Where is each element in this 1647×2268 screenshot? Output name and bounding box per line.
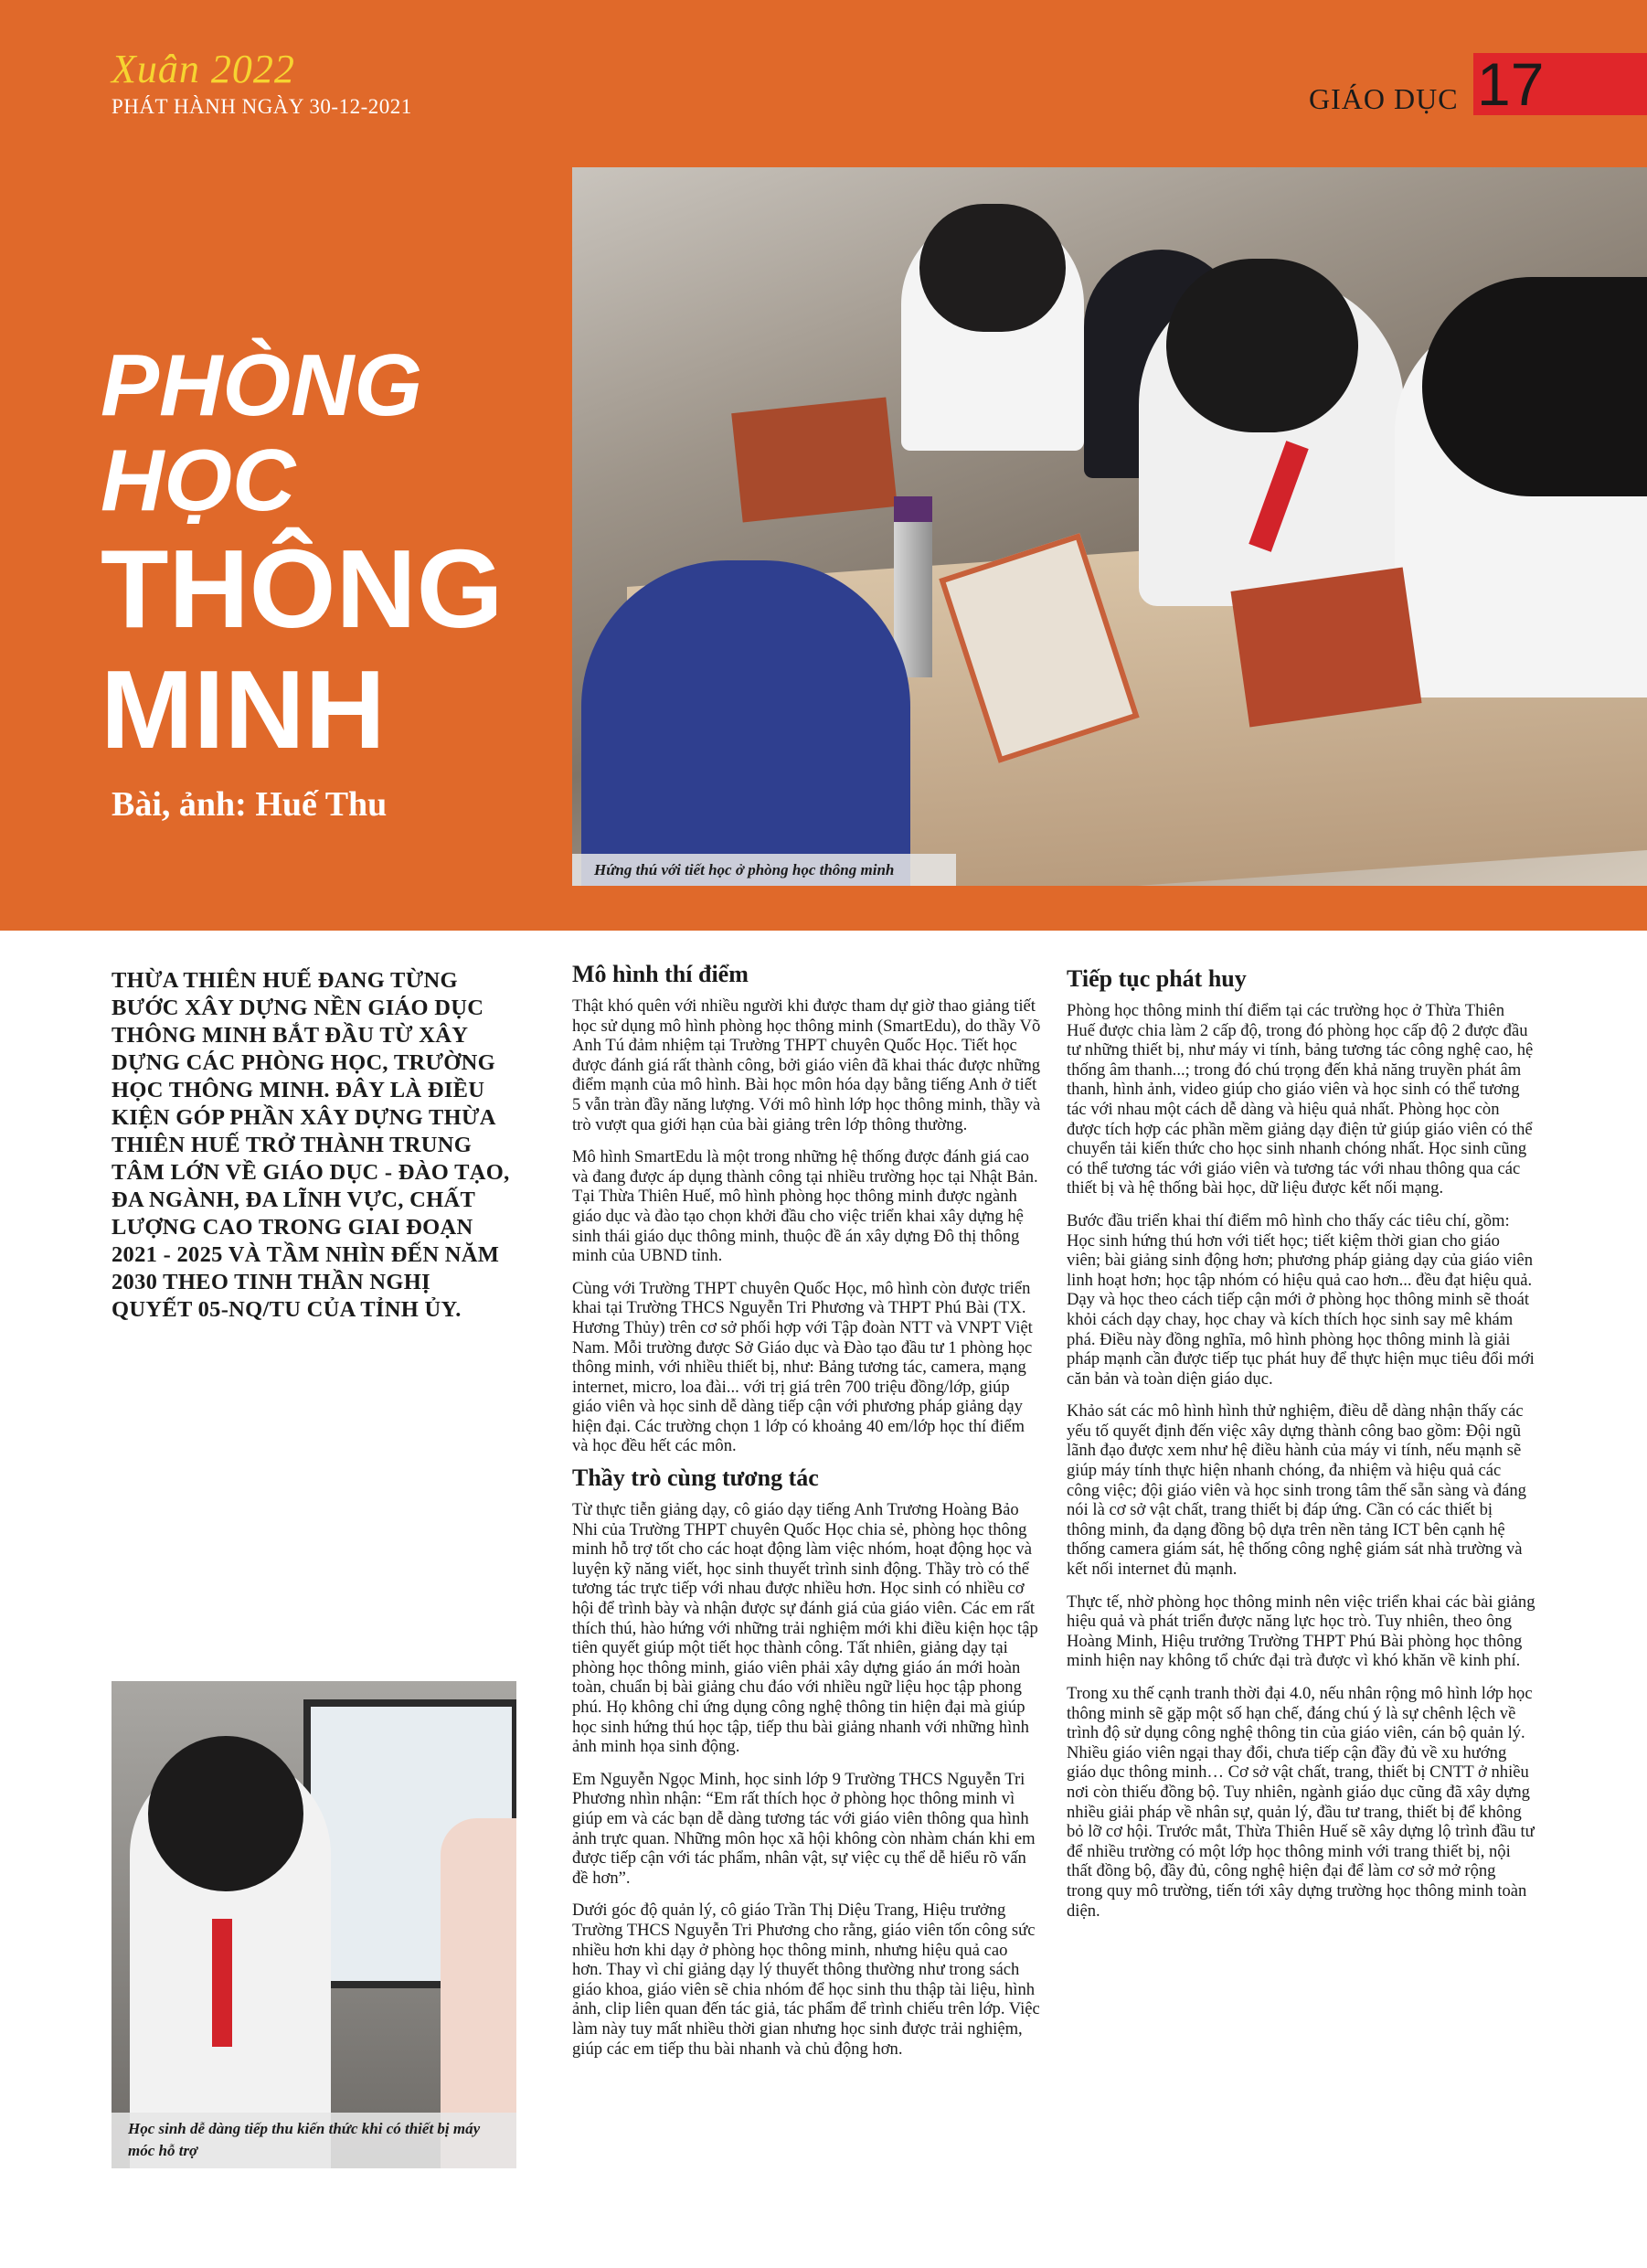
article-paragraph: Từ thực tiễn giảng dạy, cô giáo dạy tiếng Anh Trương Hoàng Bảo Nhi của Trường THPT chuyên Quốc Học chia sẻ, phòng học thông minh hỗ trợ tốt cho các hoạt động làm việc nhóm, hoạt động học và luyện kỹ năng viết, học sinh thuyết trình sinh động. Thầy trò có thể tương tác trực tiếp với nhau được nhiều hơn. Học sinh có nhiều cơ hội để trình bày và nhận được sự đánh giá của giáo viên. Các em rất thích thú, hào hứng với những trải nghiệm mới khi điều kiện học tập tiên quyết giúp một tiết học thành công. Tất nhiên, giảng dạy tại phòng học thông minh, giáo viên phải xây dựng giáo án mới hoàn toàn, chuẩn bị bài giảng chu đáo với nhiều ngữ liệu học tập phong phú. Họ không chỉ ứng dụng công nghệ thông tin hiện đại mà giúp học sinh hứng thú học tập, tiếp thu bài giảng nhanh với những hình ảnh minh họa sinh động. xyxy=(572,1500,1038,1757)
article-paragraph: Cùng với Trường THPT chuyên Quốc Học, mô hình còn được triển khai tại Trường THCS Nguyễn Tri Phương và THPT Phú Bài (TX. Hương Thủy) trên cơ sở phối hợp với Tập đoàn NTT và VNPT Việt Nam. Mỗi trường được Sở Giáo dục và Đào tạo đầu tư 1 phòng học thông minh, với nhiều thiết bị, như: Bảng tương tác, camera, mạng internet, micro, loa đài... với trị giá trên 700 triệu đồng/lớp, giúp giáo viên và học sinh dễ dàng tiếp cận với phương pháp giảng dạy hiện đại. Các trường chọn 1 lớp có khoảng 40 em/lớp học thí điểm và học đều hết các môn. xyxy=(572,1278,1033,1456)
photo-red-scarf xyxy=(212,1919,232,2047)
release-date: PHÁT HÀNH NGÀY 30-12-2021 xyxy=(112,95,412,118)
page-number: 17 xyxy=(1473,53,1647,115)
byline: Bài, ảnh: Huế Thu xyxy=(112,785,388,824)
photo-student-hair xyxy=(1422,277,1647,496)
article-column-2 xyxy=(1067,964,1535,1933)
issue-label: Xuân 2022 xyxy=(112,47,295,91)
main-photo-caption: Hứng thú với tiết học ở phòng học thông minh xyxy=(572,854,956,886)
photo-student-hair xyxy=(919,204,1066,332)
article-paragraph: Thật khó quên với nhiều người khi được tham dự giờ thao giảng tiết học sử dụng mô hình phòng học thông minh (SmartEdu), do thầy Võ Anh Tú đảm nhiệm tại Trường THPT chuyên Quốc Học. Tiết học được đánh giá rất thành công, bởi giáo viên đã khai thác được những điểm mạnh của mô hình. Bài học môn hóa dạy bằng tiếng Anh ở tiết 5 vẫn tràn đầy năng lượng. Với mô hình lớp học thông minh, thầy và trò vượt qua giới hạn của bài giảng trên lớp thông thường. xyxy=(572,996,1041,1134)
section-heading: Thầy trò cùng tương tác xyxy=(572,1464,819,1492)
section-heading: Tiếp tục phát huy xyxy=(1067,965,1247,992)
article-paragraph: Bước đầu triển khai thí điểm mô hình cho thấy các tiêu chí, gồm: Học sinh hứng thú hơn với tiết học; tiết kiệm thời gian cho giáo viên; bài giảng sinh động hơn; phương pháp giảng dạy của giáo viên linh hoạt hơn; học tập nhóm có hiệu quả cao hơn... đều đạt hiệu quả. Dạy và học theo cách tiếp cận mới ở phòng học thông minh sẽ thoát khỏi cách dạy chay, học chay và kích thích học sinh say mê khám phá. Điều này đồng nghĩa, mô hình phòng học thông minh là giải pháp mạnh cần được tiếp tục phát huy để thực hiện mục tiêu đổi mới căn bản và toàn diện giáo dục. xyxy=(1067,1210,1535,1389)
photo-student-hair xyxy=(1166,259,1358,432)
article-column-1 xyxy=(572,960,1041,2071)
article-title xyxy=(101,338,504,770)
article-paragraph: Trong xu thế cạnh tranh thời đại 4.0, nếu nhân rộng mô hình lớp học thông minh sẽ gặp một số hạn chế, đáng chú ý là sự chênh lệch về trình độ sử dụng công nghệ thông tin của giáo viên, cán bộ quản lý. Nhiều giáo viên ngại thay đổi, chưa tiếp cận đầy đủ về xu hướng giáo dục thông minh… Cơ sở vật chất, trang, thiết bị CNTT ở nhiều nơi còn thiếu đồng bộ. Tuy nhiên, ngành giáo dục cũng đã xây dựng nhiều giải pháp về nhân sự, quản lý, đầu tư trang, thiết bị để không bỏ lỡ cơ hội. Trước mắt, Thừa Thiên Huế sẽ xây dựng lộ trình đầu tư để nhiều trường có một lớp học thông minh với trang thiết bị, nội thất đồng bộ, đầy đủ, công nghệ hiện đại để làm cơ sở mở rộng trong quy mô trường, tiến tới xây dựng trường học thông minh toàn diện. xyxy=(1067,1684,1535,1921)
photo-student xyxy=(581,560,910,886)
side-photo xyxy=(112,1681,516,2168)
title-line: MINH xyxy=(101,647,386,772)
article-paragraph: Thực tế, nhờ phòng học thông minh nên việc triển khai các bài giảng hiệu quả và phát triển được năng lực học trò. Tuy nhiên, theo ông Hoàng Minh, Hiệu trưởng Trường THPT Phú Bài phòng học thông minh hiện nay không tổ chức đại trà được vì khó khăn về kinh phí. xyxy=(1067,1592,1535,1671)
photo-tablet xyxy=(731,397,898,522)
title-line: PHÒNG xyxy=(101,336,423,434)
photo-bottle xyxy=(894,496,932,677)
article-paragraph: Em Nguyễn Ngọc Minh, học sinh lớp 9 Trường THCS Nguyễn Tri Phương nhìn nhận: “Em rất thích học ở phòng học thông minh vì giúp em và các bạn dễ dàng tương tác với giáo viên thông qua hình ảnh trực quan. Những môn học xã hội không còn nhàm chán khi em được tiếp cận với tác phẩm, nhân vật, sự việc cụ thể dễ hiểu rõ vấn đề hơn”. xyxy=(572,1769,1036,1888)
side-photo-caption: Học sinh dễ dàng tiếp thu kiến thức khi có thiết bị máy móc hỗ trợ xyxy=(112,2113,516,2168)
photo-student-hair xyxy=(148,1736,303,1891)
section-label: GIÁO DỤC xyxy=(1309,82,1459,115)
article-paragraph: Phòng học thông minh thí điểm tại các trường học ở Thừa Thiên Huế được chia làm 2 cấp độ, trong đó phòng học cấp độ 2 được đầu tư những thiết bị, như máy vi tính, bảng tương tác công nghệ cao, hệ thống âm thanh...; trong đó chú trọng đến khả năng truyền phát âm thanh, hình ảnh, video giúp cho giáo viên và học sinh có thể tương tác với nhau một cách dễ dàng và hiệu quả nhất. Phòng học còn được tích hợp các phần mềm giảng dạy điện tử giúp giáo viên có thể chuyển tải kiến thức cho học sinh nhanh chóng nhất. Học sinh cũng có thể tương tác với giáo viên và tương tác với nhau thông qua các thiết bị và hệ thống bài học, dữ liệu được kết nối mạng. xyxy=(1067,1001,1534,1198)
classroom-photo xyxy=(572,167,1647,886)
photo-tablet xyxy=(1230,568,1421,728)
article-paragraph: Mô hình SmartEdu là một trong những hệ thống được đánh giá cao và đang được áp dụng thành công tại nhiều trường học tại Nhật Bản. Tại Thừa Thiên Huế, mô hình phòng học thông minh được ngành giáo dục và đào tạo chọn khởi đầu cho việc triển khai xây dựng hệ sinh thái giáo dục thông minh, thuộc đề án xây dựng Đô thị thông minh của UBND tỉnh. xyxy=(572,1147,1038,1266)
article-paragraph: Dưới góc độ quản lý, cô giáo Trần Thị Diệu Trang, Hiệu trưởng Trường THCS Nguyễn Tri Phương cho rằng, giáo viên tốn công sức nhiều hơn khi dạy ở phòng học thông minh, nhưng hiệu quả cao hơn. Thay vì chỉ giảng dạy lý thuyết thông thường như trong sách giáo khoa, giáo viên sẽ chia nhóm để học sinh thu thập tài liệu, hình ảnh, clip liên quan đến tác giả, tác phẩm để trình chiếu trên lớp. Việc làm này tuy mất nhiều thời gian nhưng học sinh được trải nghiệm, giúp các em tiếp thu bài nhanh và chủ động hơn. xyxy=(572,1901,1040,2059)
article-paragraph: Khảo sát các mô hình hình thử nghiệm, điều dễ dàng nhận thấy các yếu tố quyết định đến việc xây dựng thành công bao gồm: Đội ngũ lãnh đạo được xem như hệ điều hành của máy vi tính, nếu mạnh sẽ giúp máy tính thực hiện nhanh chóng, đa nhiệm và hiệu quả các công việc; đội giáo viên và học sinh trong tâm thế sẵn sàng và đáng nói là cơ sở vật chất, trang thiết bị đáp ứng. Cần có các thiết bị thông minh, đa dạng đồng bộ dựa trên nền tảng ICT bên cạnh hệ thống camera giám sát, hệ thống công nghệ giám sát nhà trường và kết nối internet đủ mạnh. xyxy=(1067,1401,1526,1580)
title-line: THÔNG xyxy=(101,527,504,651)
article-lead: THỪA THIÊN HUẾ ĐANG TỪNG BƯỚC XÂY DỰNG NỀN GIÁO DỤC THÔNG MINH BẮT ĐẦU TỪ XÂY DỰNG CÁC PHÒNG HỌC, TRƯỜNG HỌC THÔNG MINH. ĐÂY LÀ ĐIỀU KIỆN GÓP PHẦN XÂY DỰNG THỪA THIÊN HUẾ TRỞ THÀNH TRUNG TÂM LỚN VỀ GIÁO DỤC - ĐÀO TẠO, ĐA NGÀNH, ĐA LĨNH VỰC, CHẤT LƯỢNG CAO TRONG GIAI ĐOẠN 2021 - 2025 VÀ TẦM NHÌN ĐẾN NĂM 2030 THEO TINH THẦN NGHỊ QUYẾT 05-NQ/TU CỦA TỈNH ỦY. xyxy=(112,968,510,1322)
section-heading: Mô hình thí điểm xyxy=(572,961,749,987)
title-line: HỌC xyxy=(101,431,296,529)
